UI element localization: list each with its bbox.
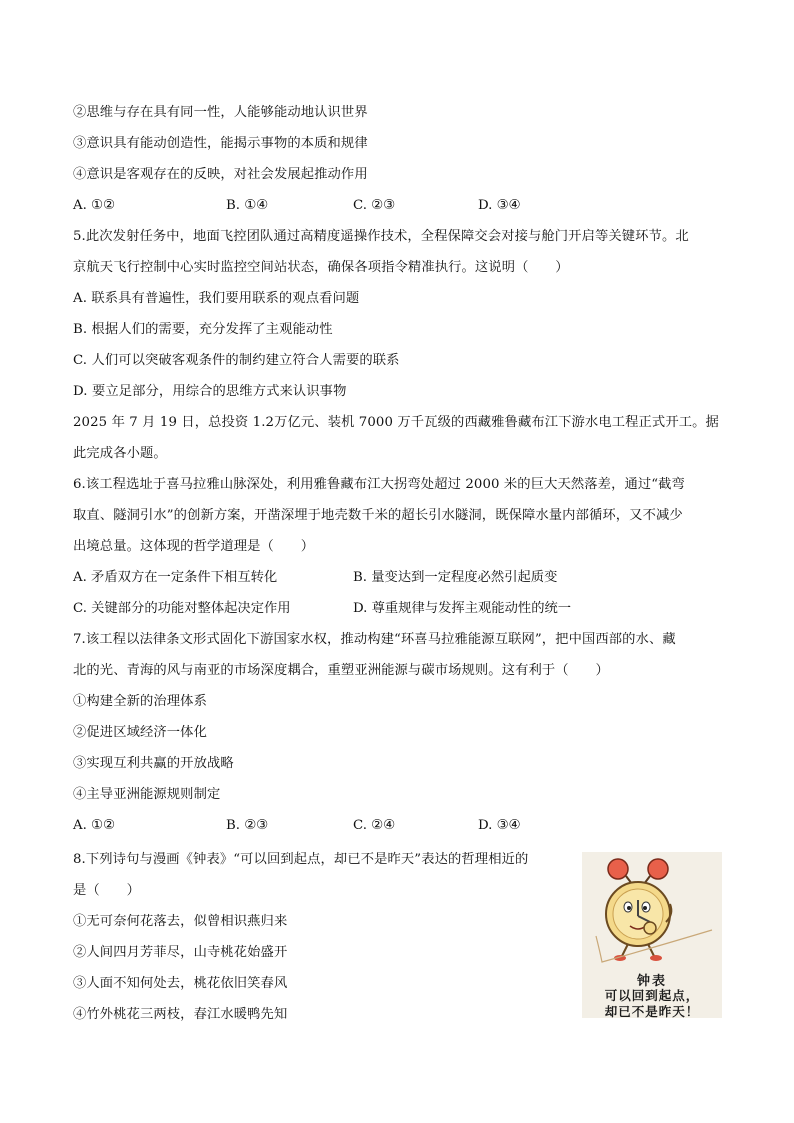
q6-stem-line-2: 取直、隧洞引水”的创新方案，开凿深埋于地壳数千米的超长引水隧洞，既保障水量内部循环，又不减少 <box>73 508 683 523</box>
q7-option-c[interactable]: C. ②④ <box>353 818 395 833</box>
q4-item-3: ③意识具有能动创造性，能揭示事物的本质和规律 <box>73 136 368 151</box>
q6-option-a[interactable]: A. 矛盾双方在一定条件下相互转化 <box>73 570 278 585</box>
q7-option-a[interactable]: A. ①② <box>73 818 115 833</box>
q4-option-d[interactable]: D. ③④ <box>478 198 521 213</box>
q6-stem-line-3: 出境总量。这体现的哲学道理是（ ） <box>73 539 315 554</box>
q8-item-3: ③人面不知何处去，桃花依旧笑春风 <box>73 976 288 991</box>
q8-stem-line-1: 8.下列诗句与漫画《钟表》“可以回到起点，却已不是昨天”表达的哲理相近的 <box>73 852 529 867</box>
q5-option-c[interactable]: C. 人们可以突破客观条件的制约建立符合人需要的联系 <box>73 353 400 368</box>
q5-option-a[interactable]: A. 联系具有普遍性，我们要用联系的观点看问题 <box>73 291 360 306</box>
q8-item-2: ②人间四月芳菲尽，山寺桃花始盛开 <box>73 945 288 960</box>
q6-option-d[interactable]: D. 尊重规律与发挥主观能动性的统一 <box>353 601 572 616</box>
material-line-2: 此完成各小题。 <box>73 446 167 461</box>
q7-option-d[interactable]: D. ③④ <box>478 818 521 833</box>
q6-option-b[interactable]: B. 量变达到一定程度必然引起质变 <box>353 570 558 585</box>
q5-stem-line-2: 京航天飞行控制中心实时监控空间站状态，确保各项指令精准执行。这说明（ ） <box>73 260 569 275</box>
q7-stem-line-1: 7.该工程以法律条文形式固化下游国家水权，推动构建“环喜马拉雅能源互联网”，把中国西部的水、藏 <box>73 632 676 647</box>
q8-stem-line-2: 是（ ） <box>73 883 140 898</box>
q7-option-b[interactable]: B. ②③ <box>226 818 269 833</box>
q6-stem-line-1: 6.该工程选址于喜马拉雅山脉深处，利用雅鲁藏布江大拐弯处超过 2000 米的巨大天然落差，通过“截弯 <box>73 477 685 492</box>
q7-item-2: ②促进区域经济一体化 <box>73 725 207 740</box>
clock-cartoon <box>582 852 722 1018</box>
q4-item-2: ②思维与存在具有同一性，人能够能动地认识世界 <box>73 105 368 120</box>
cartoon-title: 钟表 <box>636 974 667 989</box>
alarm-clock-character-icon <box>582 852 722 972</box>
q8-item-1: ①无可奈何花落去，似曾相识燕归来 <box>73 914 288 929</box>
q4-option-c[interactable]: C. ②③ <box>353 198 395 213</box>
q7-item-4: ④主导亚洲能源规则制定 <box>73 787 221 802</box>
cartoon-caption-line-2: 却已不是昨天！ <box>604 1004 700 1019</box>
q6-option-c[interactable]: C. 关键部分的功能对整体起决定作用 <box>73 601 291 616</box>
q8-item-4: ④竹外桃花三两枝，春江水暖鸭先知 <box>73 1007 288 1022</box>
material-line-1: 2025 年 7 月 19 日，总投资 1.2万亿元、装机 7000 万千瓦级的西藏雅鲁藏布江下游水电工程正式开工。据 <box>73 415 719 430</box>
q5-stem-line-1: 5.此次发射任务中，地面飞控团队通过高精度遥操作技术，全程保障交会对接与舱门开启等关键环节。北 <box>73 229 689 244</box>
q4-item-4: ④意识是客观存在的反映，对社会发展起推动作用 <box>73 167 368 182</box>
q5-option-d[interactable]: D. 要立足部分，用综合的思维方式来认识事物 <box>73 384 347 399</box>
q5-option-b[interactable]: B. 根据人们的需要，充分发挥了主观能动性 <box>73 322 333 337</box>
q4-option-b[interactable]: B. ①④ <box>226 198 269 213</box>
q7-item-1: ①构建全新的治理体系 <box>73 694 207 709</box>
q4-option-a[interactable]: A. ①② <box>73 198 115 213</box>
q7-stem-line-2: 北的光、青海的风与南亚的市场深度耦合，重塑亚洲能源与碳市场规则。这有利于（ ） <box>73 663 609 678</box>
q7-item-3: ③实现互利共赢的开放战略 <box>73 756 234 771</box>
cartoon-caption-line-1: 可以回到起点， <box>604 988 700 1003</box>
